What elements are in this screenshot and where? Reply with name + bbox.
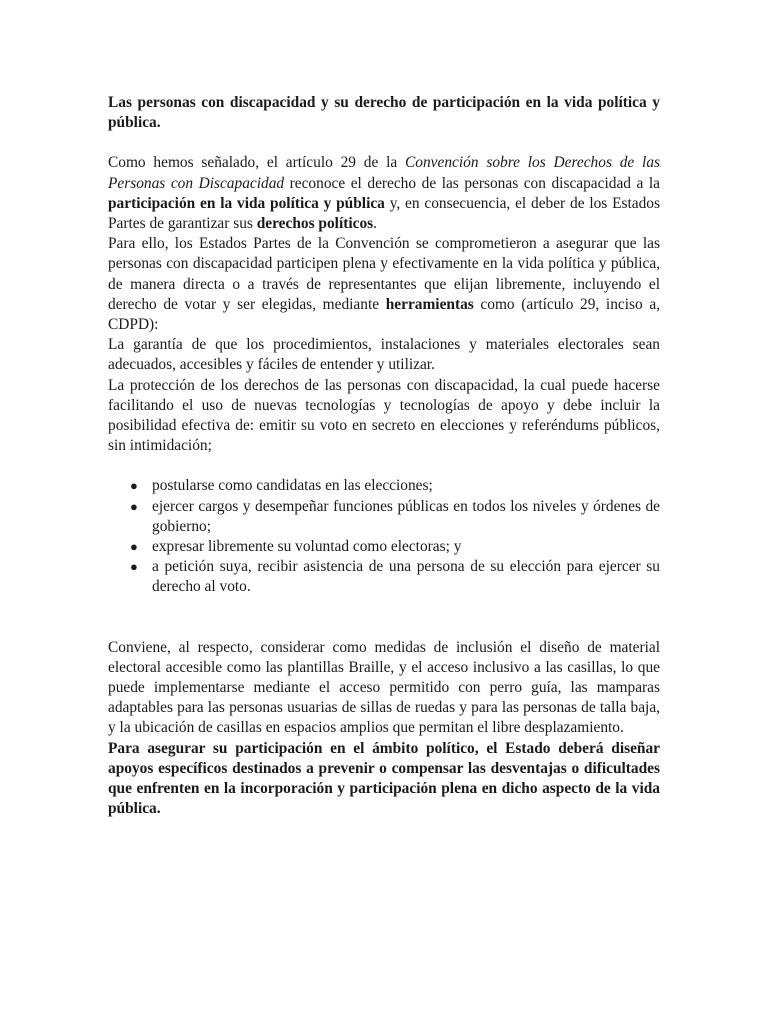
- paragraph-inclusion-measures: Conviene, al respecto, considerar como medidas de inclusión el diseño de material electoral accesible como las plantillas Braille, y el acceso inclusivo a las casillas, lo que puede implementarse mediante el acceso permitido con perro guía, las mamparas adaptables para las personas usuarias de sillas de ruedas y para las personas de talla baja, y la ubicación de casillas en espacios amplios que permitan el libre desplazamiento.: [108, 638, 660, 737]
- list-item: [130, 497, 660, 537]
- bullet-icon: ●: [130, 478, 138, 494]
- paragraph-text: .: [373, 215, 378, 233]
- paragraph-convention: [108, 153, 660, 234]
- paragraph-text: Para ello, los Estados Partes de la Convención se comprometieron a asegurar que las personas con discapacidad participen plena y efectivamente en la vida política y pública, de manera directa o a través de representantes que elijan libremente, incluyendo el derecho de votar y ser elegidas, mediante: [108, 235, 660, 313]
- paragraph-text: como (artículo 29, inciso a, CDPD):: [108, 295, 661, 334]
- paragraph-text: reconoce el derecho de las personas con discapacidad a la: [284, 174, 660, 192]
- paragraph-text: y, en consecuencia, el deber de los Estados Partes de garantizar sus: [108, 194, 660, 233]
- list-item-text: a petición suya, recibir asistencia de una persona de su elección para ejercer su derecho al voto.: [152, 558, 660, 596]
- list-item: [130, 557, 660, 597]
- bullet-icon: ●: [130, 559, 138, 575]
- bullet-icon: ●: [130, 498, 138, 514]
- rights-list: [108, 476, 660, 597]
- list-item-text: postularse como candidatas en las elecciones;: [152, 477, 433, 495]
- emphasis-tools: herramientas: [385, 295, 474, 313]
- document-page: [108, 93, 660, 820]
- paragraph-text: Como hemos señalado, el artículo 29 de la: [108, 154, 406, 172]
- list-item-text: expresar libremente su voluntad como electoras; y: [152, 538, 462, 556]
- emphasis-political-rights: derechos políticos: [256, 215, 374, 233]
- document-title: Las personas con discapacidad y su derecho de participación en la vida política y pública.: [108, 94, 660, 132]
- paragraph-protection: La protección de los derechos de las personas con discapacidad, la cual puede hacerse facilitando el uso de nuevas tecnologías y tecnologías de apoyo y debe incluir la posibilidad efectiva de: emitir su voto en secreto en elecciones y referéndums públicos, sin intimidación;: [108, 376, 660, 455]
- list-item-text: ejercer cargos y desempeñar funciones públicas en todos los niveles y órdenes de gobierno;: [152, 497, 660, 535]
- emphasis-participation: participación en la vida política y pública: [108, 194, 385, 212]
- paragraph-guarantee: La garantía de que los procedimientos, instalaciones y materiales electorales sean adecuados, accesibles y fáciles de entender y utilizar.: [108, 336, 660, 374]
- spacer: [108, 598, 660, 638]
- list-item: [130, 476, 660, 496]
- list-item: [130, 537, 660, 557]
- paragraph-conclusion: Para asegurar su participación en el ámbito político, el Estado deberá diseñar apoyos específicos destinados a prevenir o compensar las desventajas o dificultades que enfrenten en la incorporación y participación plena en dicho aspecto de la vida pública.: [108, 739, 660, 818]
- bullet-icon: ●: [130, 539, 138, 555]
- paragraph-commitment: [108, 234, 660, 335]
- convention-name: Convención sobre los Derechos de las Personas con Discapacidad: [108, 154, 661, 192]
